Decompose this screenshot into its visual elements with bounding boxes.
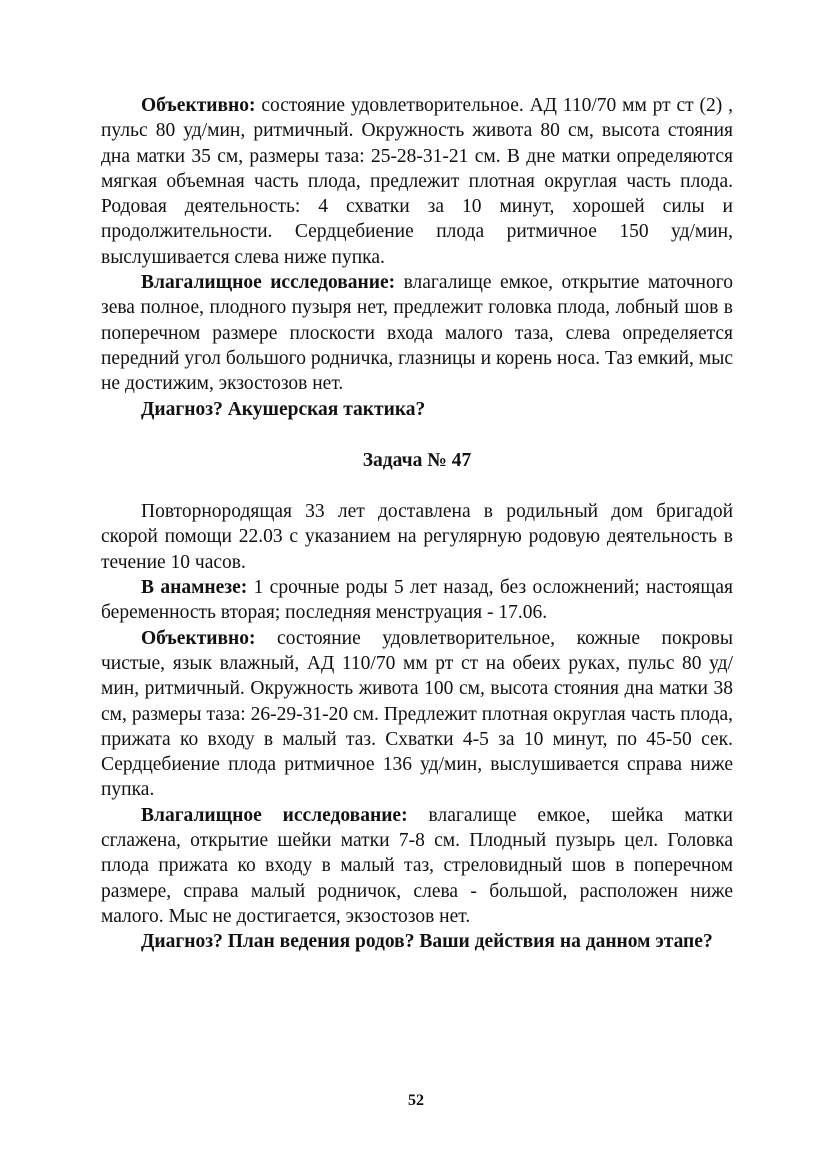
task46-objective-label: Объективно:: [141, 95, 256, 116]
task47-vaginal-text: влагалище емкое, шейка матки сглажена, открытие шейки матки 7-8 см. Плодный пузырь цел. Головка плода прижата ко входу в малый таз, стреловидный шов в поперечном размере, справа малый родничок, слева - большой, расположен ниже малого. Мыс не достигается, экзостозов нет.: [101, 804, 733, 927]
task47-anamnesis-paragraph: [101, 575, 733, 626]
task47-vaginal-label: Влагалищное исследование:: [141, 804, 408, 826]
task47-anamnesis-label: В анамнезе:: [141, 577, 248, 599]
task46-vaginal-text: влагалище емкое, открытие маточного зева полное, плодного пузыря нет, предлежит головка плода, лобный шов в поперечном размере плоскости входа малого таза, слева определяется передний угол большого родничка, глазницы и корень носа. Таз емкий, мыс не достижим, экзостозов нет.: [101, 272, 733, 395]
task46-question: Диагноз? Акушерская тактика?: [141, 398, 426, 420]
task46-objective-text: состояние удовлетворительное. АД 110/70 мм рт ст (2) , пульс 80 уд/мин, ритмичный. Окружность живота 80 см, высота стояния дна матки 35 см, размеры таза: 25-28-31-21 см. В дне матки определяются мягкая объемная часть плода, предлежит плотная округлая часть плода. Родовая деятельность: 4 схватки за 10 минут, хорошей силы и продолжительности. Сердцебиение плода ритмичное 150 уд/мин, выслушивается слева ниже пупка.: [101, 95, 733, 268]
task47-objective-text: состояние удовлетворительное, кожные покровы чистые, язык влажный, АД 110/70 мм рт ст на обеих руках, пульс 80 уд/мин, ритмичный. Окружность живота 100 см, высота стояния дна матки 38 см, размеры таза: 26-29-31-20 см. Предлежит плотная округлая часть плода, прижата ко входу в малый таз. Схватки 4-5 за 10 минут, по 45-50 сек. Сердцебиение плода ритмичное 136 уд/мин, выслушивается справа ниже пупка.: [101, 627, 733, 801]
task46-objective-paragraph: [101, 93, 733, 270]
task47-objective-label: Объективно:: [141, 627, 256, 649]
task47-vaginal-paragraph: [101, 803, 733, 929]
page-number: 52: [408, 1092, 424, 1109]
task47-anamnesis-text: 1 срочные роды 5 лет назад, без осложнений; настоящая беременность вторая; последняя менструация - 17.06.: [101, 577, 733, 624]
task47-intro: Повторнородящая 33 лет доставлена в родильный дом бригадой скорой помощи 22.03 с указанием на регулярную родовую деятельность в течение 10 часов.: [101, 501, 733, 573]
task47-title: Задача № 47: [362, 449, 472, 471]
task47-question: Диагноз? План ведения родов? Ваши действия на данном этапе?: [141, 931, 713, 953]
task47-objective-paragraph: [101, 626, 733, 803]
document-page: [101, 93, 733, 955]
task46-vaginal-label: Влагалищное исследование:: [141, 272, 396, 294]
task46-vaginal-paragraph: [101, 270, 733, 396]
